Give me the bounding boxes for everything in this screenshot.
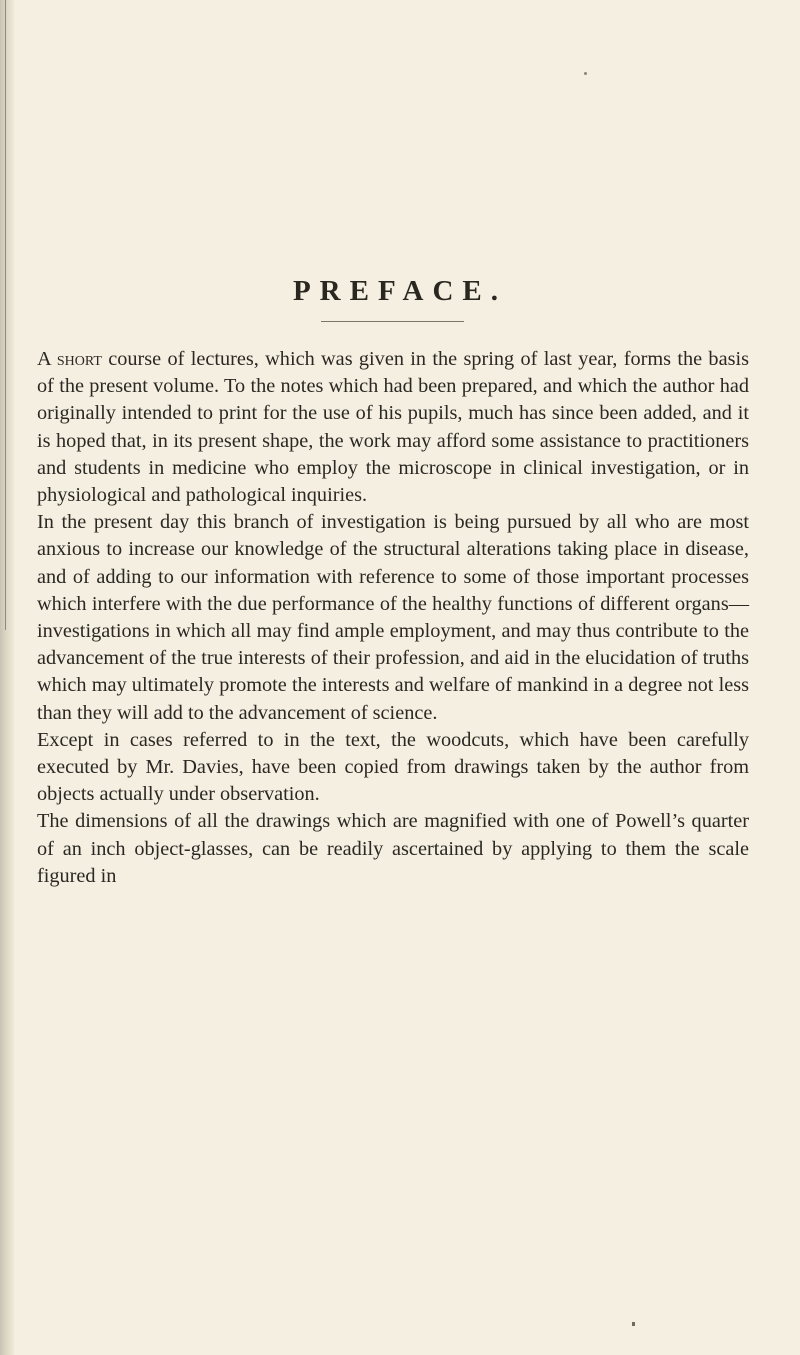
binding-line: [5, 0, 6, 630]
paragraph-2-text: In the present day this branch of investigation is being pursued by all who are most anxious to increase our knowledge of the structural alterations taking place in disease, and of adding to our information with reference to some of those important processes which interfere with the due performance of the healthy functions of different organs—investigations in which all may find ample employment, and may thus contribute to the advancement of the true interests of their profession, and aid in the elucidation of truths which may ultimately promote the interests and welfare of mankind in a degree not less than they will add to the advancement of science.: [37, 511, 749, 724]
paragraph-1-text: course of lectures, which was given in the spring of last year, forms the basis of the present volume. To the notes which had been prepared, and which the author had originally intended to print for the use of his pupils, much has since been added, and it is hoped that, in its present shape, the work may afford some assistance to practitioners and students in medicine who employ the microscope in clinical investigation, or in physiological and pathological inquiries.: [37, 348, 749, 507]
paragraph-1-lead: A short: [37, 348, 102, 370]
paragraph-3: [37, 727, 749, 809]
paragraph-4: [37, 808, 749, 890]
paragraph-1: [37, 346, 749, 509]
paragraph-4-text: The dimensions of all the drawings which are magnified with one of Powell’s quarter of an inch object-glasses, can be readily ascertained by applying to them the scale figured in: [37, 810, 749, 887]
title-rule: [321, 321, 464, 322]
page-left-edge: [0, 0, 14, 1355]
paragraph-2: [37, 509, 749, 727]
preface-body: [37, 346, 749, 890]
paragraph-3-text: Except in cases referred to in the text, the woodcuts, which have been carefully executed by Mr. Davies, have been copied from drawings taken by the author from objects actually under observation.: [37, 728, 749, 806]
paper-speck: [584, 72, 587, 75]
page-mark: [632, 1322, 635, 1326]
page-title: PREFACE.: [292, 275, 508, 308]
